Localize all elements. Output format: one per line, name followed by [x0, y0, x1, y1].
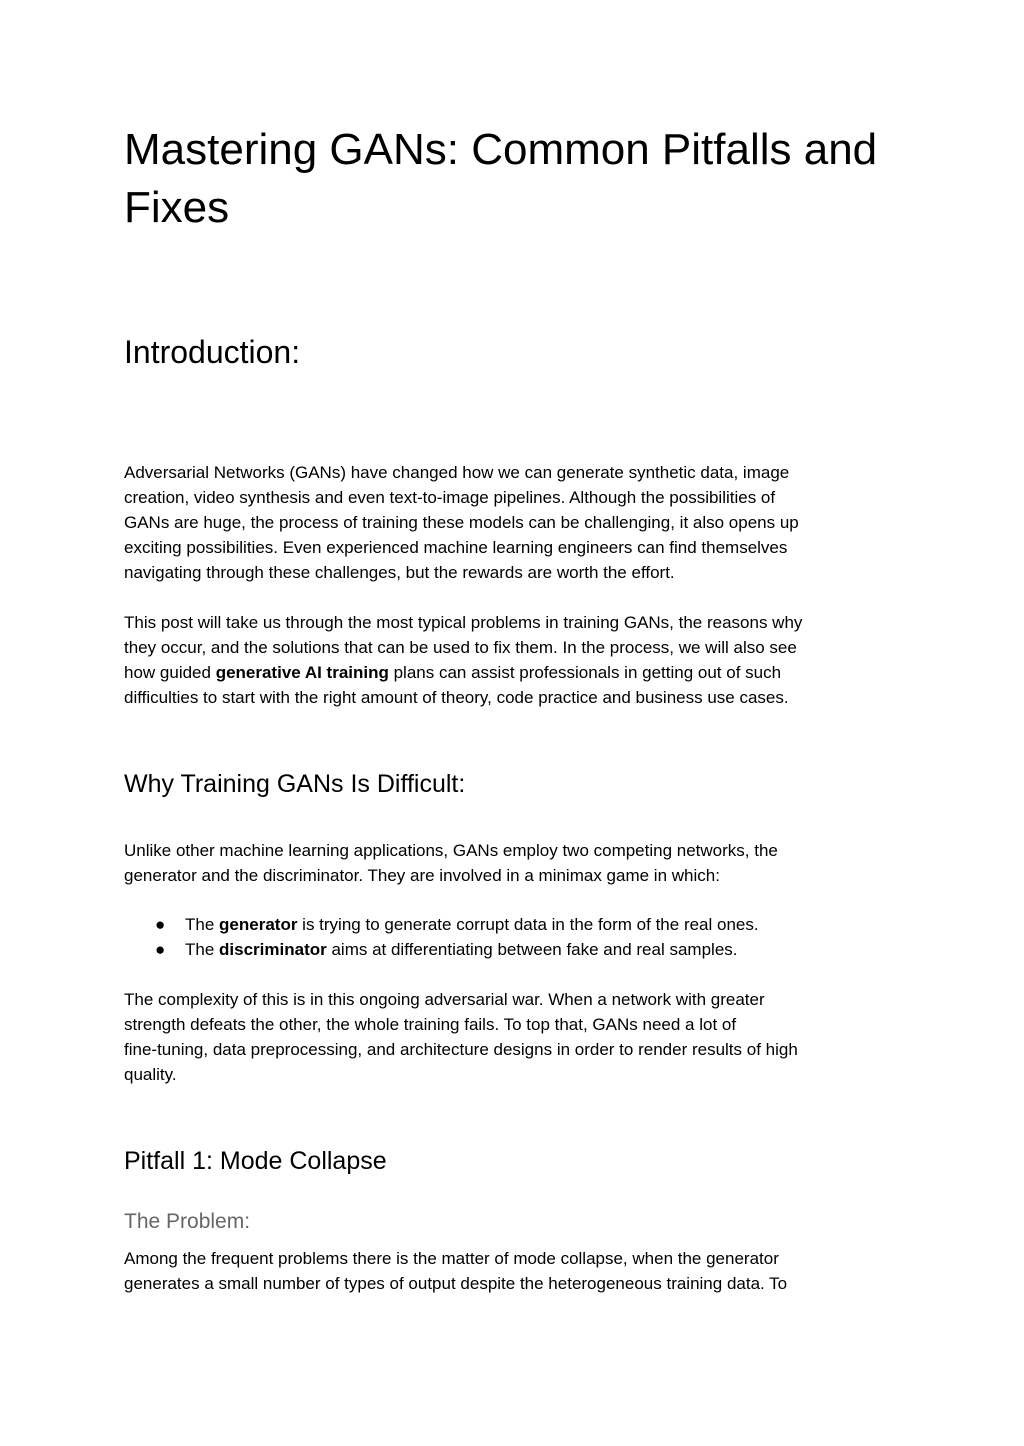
- bold-keyword: generator: [219, 915, 298, 934]
- text-span: The: [185, 915, 220, 934]
- text-span: aims at differentiating between fake and real samples.: [326, 940, 738, 959]
- bold-keyword: discriminator: [219, 940, 327, 959]
- text-line: creation, video synthesis and even text-to-image pipelines. Although the possibilities of: [124, 488, 776, 507]
- title-line: Mastering GANs: Common Pitfalls and: [124, 125, 878, 174]
- text-line: strength defeats the other, the whole training fails. To top that, GANs need a lot of: [124, 1015, 737, 1034]
- text-line: generates a small number of types of output despite the heterogeneous training data. To: [124, 1274, 788, 1293]
- text-span: how guided: [124, 663, 216, 682]
- text-line: [124, 660, 802, 685]
- intro-paragraph-1: [124, 460, 799, 585]
- problem-subheading: The Problem:: [124, 1210, 251, 1233]
- bullet-item: [155, 937, 738, 962]
- problem-paragraph: [124, 1246, 787, 1296]
- text-line: Unlike other machine learning applications, GANs employ two competing networks, the: [124, 841, 778, 860]
- bullet-icon: ●: [155, 915, 166, 934]
- introduction-heading: Introduction:: [124, 334, 301, 370]
- text-line: GANs are huge, the process of training these models can be challenging, it also opens up: [124, 513, 799, 532]
- bold-keyword: generative AI training: [215, 663, 389, 682]
- bullet-icon: ●: [155, 940, 166, 959]
- why-heading: Why Training GANs Is Difficult:: [124, 770, 466, 798]
- text-line: navigating through these challenges, but the rewards are worth the effort.: [124, 563, 675, 582]
- pitfall-1-heading: Pitfall 1: Mode Collapse: [124, 1147, 387, 1175]
- text-line: generator and the discriminator. They are involved in a minimax game in which:: [124, 866, 720, 885]
- text-line: The complexity of this is in this ongoing adversarial war. When a network with greater: [124, 990, 765, 1009]
- text-line: quality.: [124, 1065, 177, 1084]
- intro-paragraph-2: [124, 610, 802, 710]
- text-line: Adversarial Networks (GANs) have changed how we can generate synthetic data, image: [124, 463, 790, 482]
- text-line: exciting possibilities. Even experienced machine learning engineers can find themselves: [124, 538, 788, 557]
- text-line: fine-tuning, data preprocessing, and architecture designs in order to render results of high: [124, 1040, 798, 1059]
- title-line: Fixes: [124, 183, 230, 232]
- text-span: plans can assist professionals in getting out of such: [388, 663, 782, 682]
- text-line: Among the frequent problems there is the matter of mode collapse, when the generator: [124, 1249, 779, 1268]
- why-paragraph-1: [124, 838, 778, 888]
- text-line: they occur, and the solutions that can be used to fix them. In the process, we will also see: [124, 638, 797, 657]
- bullet-item: [155, 912, 759, 937]
- page-title: [124, 121, 877, 237]
- text-span: The: [185, 940, 220, 959]
- text-span: is trying to generate corrupt data in the form of the real ones.: [297, 915, 759, 934]
- text-line: This post will take us through the most typical problems in training GANs, the reasons why: [124, 613, 803, 632]
- why-paragraph-2: [124, 987, 798, 1087]
- text-line: difficulties to start with the right amount of theory, code practice and business use cases.: [124, 688, 789, 707]
